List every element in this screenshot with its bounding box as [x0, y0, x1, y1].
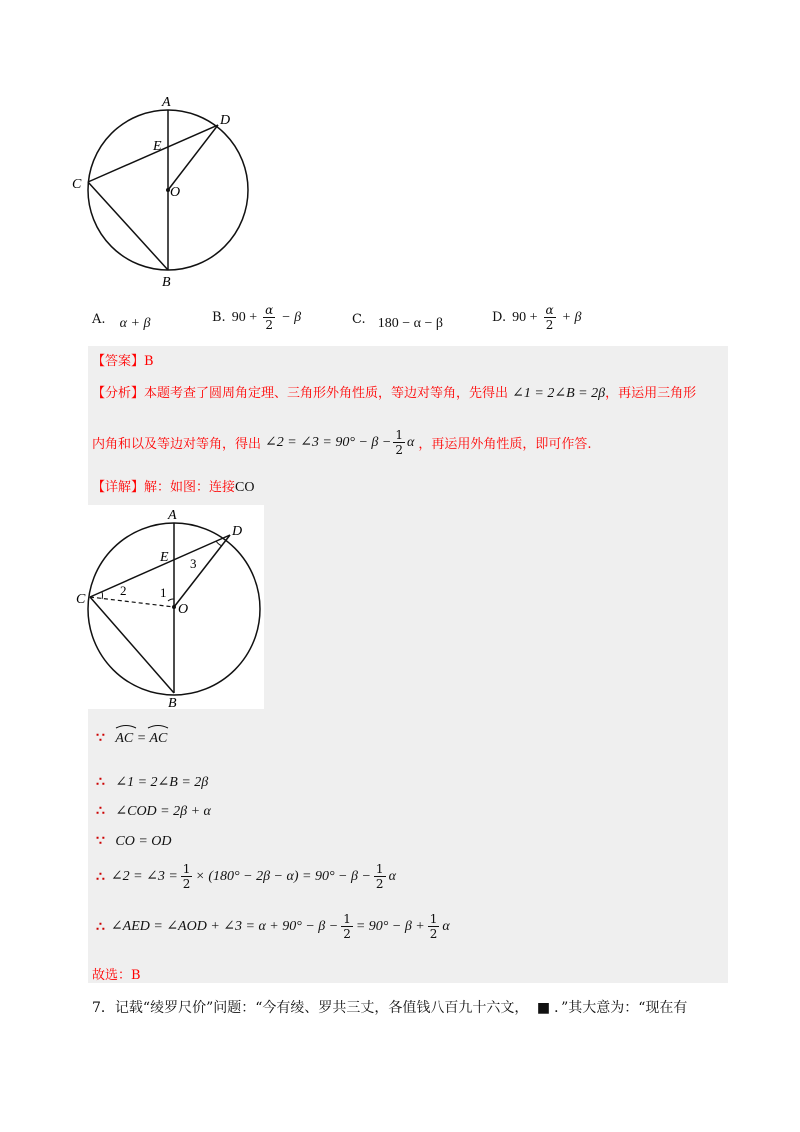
analysis-expr-2-lead: ∠2 = ∠3 = 90° − β −: [265, 435, 392, 450]
analysis-text-1: 本题考查了圆周角定理、三角形外角性质，等边对等角，先得出: [144, 386, 509, 401]
chord-CB: [88, 182, 168, 270]
detail-line: [92, 476, 254, 496]
choice-a: [92, 312, 151, 331]
choice-d-frac: $\frac{\alpha}{2}$: [545, 303, 554, 332]
analysis-expr-2-tail: α: [406, 434, 415, 450]
choice-b-frac: $\frac{\alpha}{2}$: [265, 303, 274, 332]
angle-label-1: 1: [160, 585, 167, 600]
label-E: E: [153, 139, 162, 154]
step-5-lead: ∠2 = ∠3 =: [110, 869, 178, 884]
analysis-line-2: [92, 428, 591, 457]
step-5-frac-2: $\frac{1}{2}$: [375, 862, 384, 891]
therefore-symbol: ∴: [96, 803, 105, 819]
step-5-mid: × (180° − 2β − α) = 90° − β −: [195, 868, 371, 884]
label-C: C: [76, 592, 86, 607]
angle-label-3: 3: [190, 556, 197, 571]
label-D: D: [232, 524, 243, 539]
step-6-frac-2: $\frac{1}{2}$: [429, 912, 438, 941]
analysis-text-2: ，再运用三角形: [605, 386, 697, 401]
angle-arc-O: [168, 599, 174, 601]
choice-a-expr: α + β: [119, 316, 151, 331]
analysis-label: 【分析】: [92, 386, 145, 401]
choice-d-tail: + β: [561, 309, 582, 325]
angle-arc-D: [216, 541, 222, 546]
step-6-lead: ∠AED = ∠AOD + ∠3 = α + 90° − β −: [110, 919, 339, 934]
analysis-text-3: 内角和以及等边对等角，得出: [92, 437, 262, 452]
choice-d-lead: 90 +: [512, 309, 538, 325]
choice-b-letter: B.: [212, 310, 226, 325]
answer-line: [92, 350, 154, 369]
because-symbol: ∵: [96, 833, 105, 849]
step-1-expr: AC = AC: [115, 731, 168, 746]
next-question-tail: ．”其大意为：“现在有: [554, 1000, 688, 1016]
label-O: O: [170, 185, 181, 200]
step-5: [96, 862, 396, 891]
choice-b-tail: − β: [281, 309, 302, 325]
arc-marks: [114, 722, 170, 730]
label-A: A: [168, 508, 177, 523]
label-O: O: [178, 602, 189, 617]
conclusion: 故选：B: [92, 968, 141, 983]
choice-b-lead: 90 +: [231, 309, 258, 325]
angle-label-2: 2: [120, 583, 127, 598]
step-5-frac-1: $\frac{1}{2}$: [182, 862, 191, 891]
step-1: [96, 730, 167, 747]
step-4: [96, 833, 172, 850]
label-B: B: [168, 696, 177, 711]
therefore-symbol: ∴: [96, 774, 105, 790]
center-dot: [172, 605, 176, 609]
step-4-expr: CO = OD: [115, 834, 172, 849]
analysis-text-4: ，再运用外角性质，即可作答.: [418, 437, 592, 452]
step-5-tail: α: [388, 868, 396, 884]
choice-d: [492, 303, 582, 332]
next-question-text: 7．记载“绫罗尺价”问题：“今有绫、罗共三丈，各值钱八百九十六文，: [92, 1000, 529, 1016]
detail-label: 【详解】: [92, 480, 145, 495]
step-6: [96, 912, 450, 941]
label-C: C: [72, 177, 82, 192]
label-A: A: [162, 95, 171, 110]
step-6-tail: α: [442, 918, 450, 934]
step-2-expr: ∠1 = 2∠B = 2β: [115, 775, 209, 790]
choice-a-letter: A.: [92, 312, 106, 327]
analysis-line-1: [92, 382, 722, 402]
label-D: D: [220, 113, 231, 128]
radius-OD: [168, 125, 218, 190]
choice-c: [352, 312, 444, 331]
detail-co: CO: [235, 480, 255, 495]
next-question: [92, 997, 687, 1017]
analysis-expr-1: ∠1 = 2∠B = 2β: [512, 386, 606, 401]
step-3: [96, 803, 211, 820]
detail-text: 解：如图：连接: [144, 480, 236, 495]
because-symbol: ∵: [96, 730, 105, 746]
circle-figure-detail: [76, 505, 264, 711]
chord-CB: [90, 597, 174, 693]
choice-c-expr: 180 − α − β: [377, 316, 444, 331]
step-6-frac-1: $\frac{1}{2}$: [343, 912, 351, 941]
therefore-symbol: ∴: [96, 868, 105, 885]
therefore-symbol: ∴: [96, 918, 105, 935]
choice-c-letter: C.: [352, 312, 366, 327]
answer-label: 【答案】: [92, 354, 145, 369]
analysis-expr-2-frac: $\frac{1}{2}$: [395, 428, 403, 457]
masked-block: ■: [536, 1000, 551, 1016]
circle-figure-top: [60, 90, 270, 290]
label-B: B: [162, 275, 171, 290]
step-6-mid: = 90° − β +: [355, 918, 425, 934]
choice-b: [212, 303, 301, 332]
answer-value: B: [144, 354, 154, 369]
angle-arc-C: [102, 592, 103, 599]
label-E: E: [160, 550, 169, 565]
choice-d-letter: D.: [492, 310, 507, 325]
step-3-expr: ∠COD = 2β + α: [115, 804, 211, 819]
step-2: [96, 774, 208, 791]
